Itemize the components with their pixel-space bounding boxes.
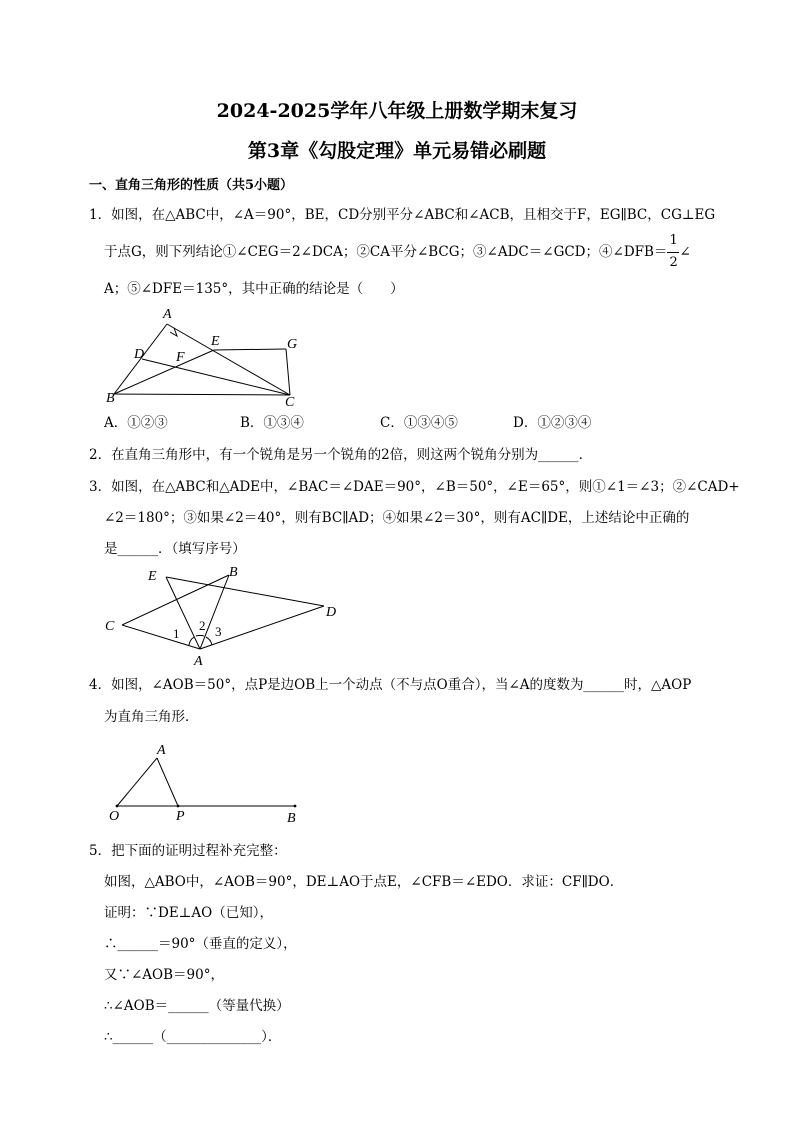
fig1-label-d: D [134, 347, 145, 362]
fig3-label-2: 2 [199, 618, 206, 633]
fig4-label-a: A [157, 743, 166, 758]
fig1-label-f: F [176, 350, 185, 365]
fig4-label-p: P [176, 809, 185, 824]
q3-line3: 是______．（填写序号） [104, 541, 246, 557]
section-heading: 一、直角三角形的性质（共5小题） [89, 178, 294, 193]
q1-option-d: D．①②③④ [513, 415, 592, 431]
q1-option-a: A．①②③ [104, 415, 168, 431]
q5-line4: ∴______＝90°（垂直的定义）， [104, 936, 297, 952]
fig3-label-a: A [194, 654, 203, 669]
fig3-label-d: D [326, 605, 337, 620]
fig3-label-c: C [105, 619, 115, 634]
q5-line5: 又∵∠AOB＝90°， [104, 967, 224, 983]
fig1-label-c: C [285, 395, 295, 410]
fig3-label-e: E [148, 569, 157, 584]
fig4-label-b: B [287, 811, 296, 826]
q3-line2: ∠2＝180°；③如果∠2＝40°，则有BC∥AD；④如果∠2＝30°，则有AC∥DE，上述结论中正确的 [104, 510, 690, 526]
q1-line2-text: 于点G，则下列结论①∠CEG＝2∠DCA；②CA平分∠BCG；③∠ADC＝∠GCD；④∠DFB＝ [104, 244, 668, 260]
fig3-label-1: 1 [173, 626, 180, 641]
q4-line2: 为直角三角形． [104, 709, 199, 725]
q4-figure [100, 738, 315, 828]
q1-line1: 1．如图，在△ABC中，∠A＝90°，BE，CD分别平分∠ABC和∠ACB，且相交于F，EG∥BC，CG⊥EG [89, 207, 716, 223]
q5-line3: 证明：∵DE⊥AO（已知）， [104, 905, 273, 921]
fig1-label-b: B [106, 391, 115, 406]
paper-subtitle: 第3章《勾股定理》单元易错必刷题 [247, 140, 547, 162]
q3-line1: 3．如图，在△ABC和△ADE中，∠BAC＝∠DAE＝90°，∠B＝50°，∠E＝65°，则①∠1＝∠3；②∠CAD+ [89, 479, 740, 495]
q1-line2 [104, 232, 691, 270]
q1-line3: A；⑤∠DFE＝135°，其中正确的结论是（ ） [104, 281, 404, 297]
q1-figure [100, 302, 320, 412]
paper-title: 2024-2025学年八年级上册数学期末复习 [216, 100, 578, 122]
q5-line7: ∴______（______________）． [104, 1029, 282, 1045]
fig3-label-b: B [229, 565, 238, 580]
q1-option-b: B．①③④ [240, 415, 304, 431]
fraction-numerator: 1 [669, 232, 678, 248]
fig4-label-o: O [109, 809, 120, 824]
fig1-label-a: A [163, 307, 172, 322]
fraction-half [667, 232, 679, 270]
q4-line1: 4．如图，∠AOB＝50°，点P是边OB上一个动点（不与点O重合），当∠A的度数为______时，△AOP [89, 677, 692, 693]
q5-line6: ∴∠AOB＝______（等量代换） [104, 998, 290, 1014]
angle-symbol: ∠ [679, 244, 691, 260]
q3-figure [100, 562, 350, 670]
q5-line2: 如图，△ABO中，∠AOB＝90°，DE⊥AO于点E，∠CFB＝∠EDO．求证：CF∥DO． [104, 874, 624, 890]
fraction-denominator: 2 [669, 254, 678, 270]
fig1-label-e: E [211, 334, 220, 349]
fig1-label-g: G [287, 337, 298, 352]
q1-option-c: C．①③④⑤ [380, 415, 458, 431]
q2-text: 2．在直角三角形中，有一个锐角是另一个锐角的2倍，则这两个锐角分别为______． [89, 447, 593, 463]
q5-line1: 5．把下面的证明过程补充完整： [89, 843, 287, 859]
fig3-label-3: 3 [215, 624, 222, 639]
